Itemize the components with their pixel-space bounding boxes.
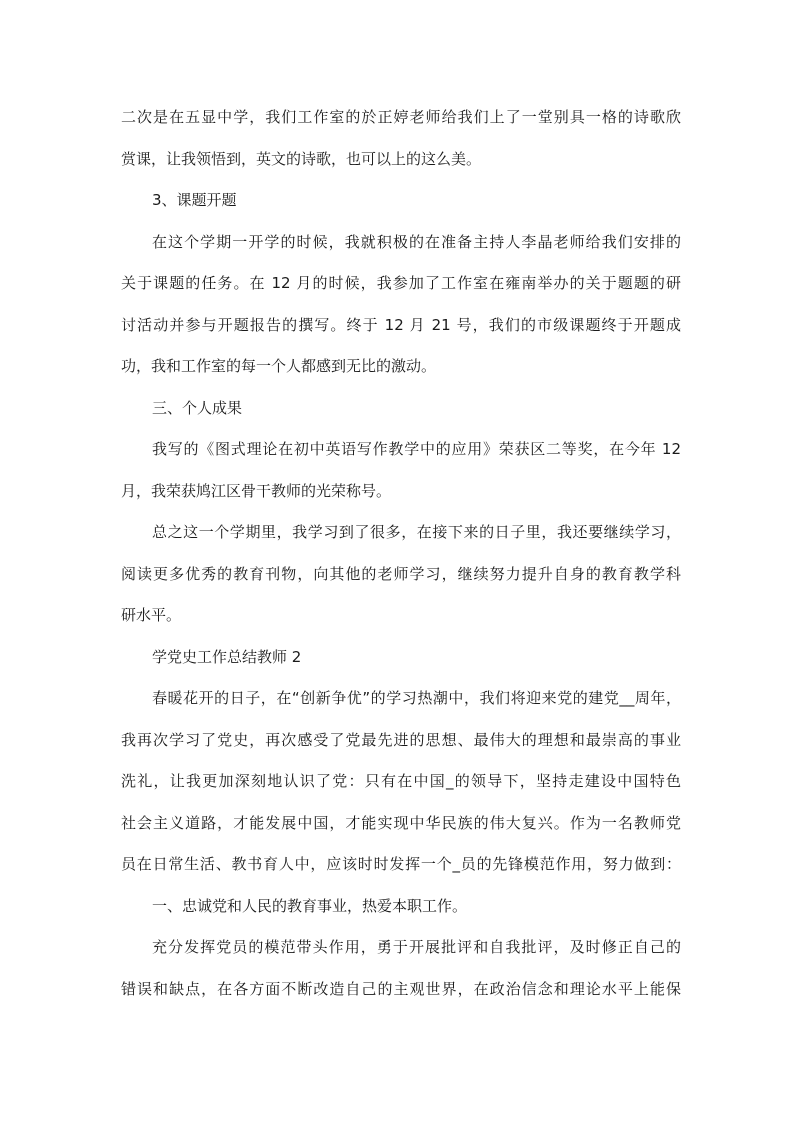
text-line: 赏课，让我领悟到，英文的诗歌，也可以上的这么美。: [121, 149, 482, 168]
text-line: 员在日常生活、教书育人中，应该时时发挥一个_员的先锋模范作用，努力做到：: [121, 855, 681, 873]
text-line: 月，我荣获鸠江区骨干教师的光荣称号。: [121, 481, 392, 500]
section-heading: 3、课题开题: [152, 191, 237, 209]
text-line: 洗礼，让我更加深刻地认识了党：只有在中国_的领导下，坚持走建设中国特色: [121, 772, 681, 790]
text-line: 充分发挥党员的模范带头作用，勇于开展批评和自我批评，及时修正自己的: [152, 938, 681, 956]
section-heading: 三、个人成果: [152, 398, 243, 417]
text-line: 春暖花开的日子，在“创新争优”的学习热潮中，我们将迎来党的建党__周年，: [152, 689, 681, 707]
text-line: 关于课题的任务。在 12 月的时候，我参加了工作室在雍南举办的关于题题的研: [121, 274, 681, 292]
text-line: 讨活动并参与开题报告的撰写。终于 12 月 21 号，我们的市级课题终于开题成: [121, 315, 681, 334]
text-line: 我写的《图式理论在初中英语写作教学中的应用》荣获区二等奖，在今年 12: [152, 440, 681, 458]
text-line: 社会主义道路，才能发展中国，才能实现中华民族的伟大复兴。作为一名教师党: [121, 813, 681, 832]
text-line: 研水平。: [121, 606, 182, 624]
text-line: 我再次学习了党史，再次感受了党最先进的思想、最伟大的理想和最崇高的事业: [121, 730, 681, 749]
text-line: 阅读更多优秀的教育刊物，向其他的老师学习，继续努力提升自身的教育教学科: [121, 564, 681, 583]
text-line: 二次是在五显中学，我们工作室的於正婷老师给我们上了一堂别具一格的诗歌欣: [121, 108, 681, 126]
text-line: 功，我和工作室的每一个人都感到无比的激动。: [121, 357, 437, 375]
text-line: 在这个学期一开学的时候，我就积极的在准备主持人李晶老师给我们安排的: [152, 232, 681, 251]
section-heading: 一、忠诚党和人民的教育事业，热爱本职工作。: [152, 896, 468, 915]
document-body: [121, 97, 681, 1010]
document-title: 学党史工作总结教师 2: [152, 647, 302, 666]
text-line: 错误和缺点，在各方面不断改造自己的主观世界，在政治信念和理论水平上能保: [121, 979, 681, 998]
text-line: 总之这一个学期里，我学习到了很多，在接下来的日子里，我还要继续学习，: [152, 523, 681, 541]
